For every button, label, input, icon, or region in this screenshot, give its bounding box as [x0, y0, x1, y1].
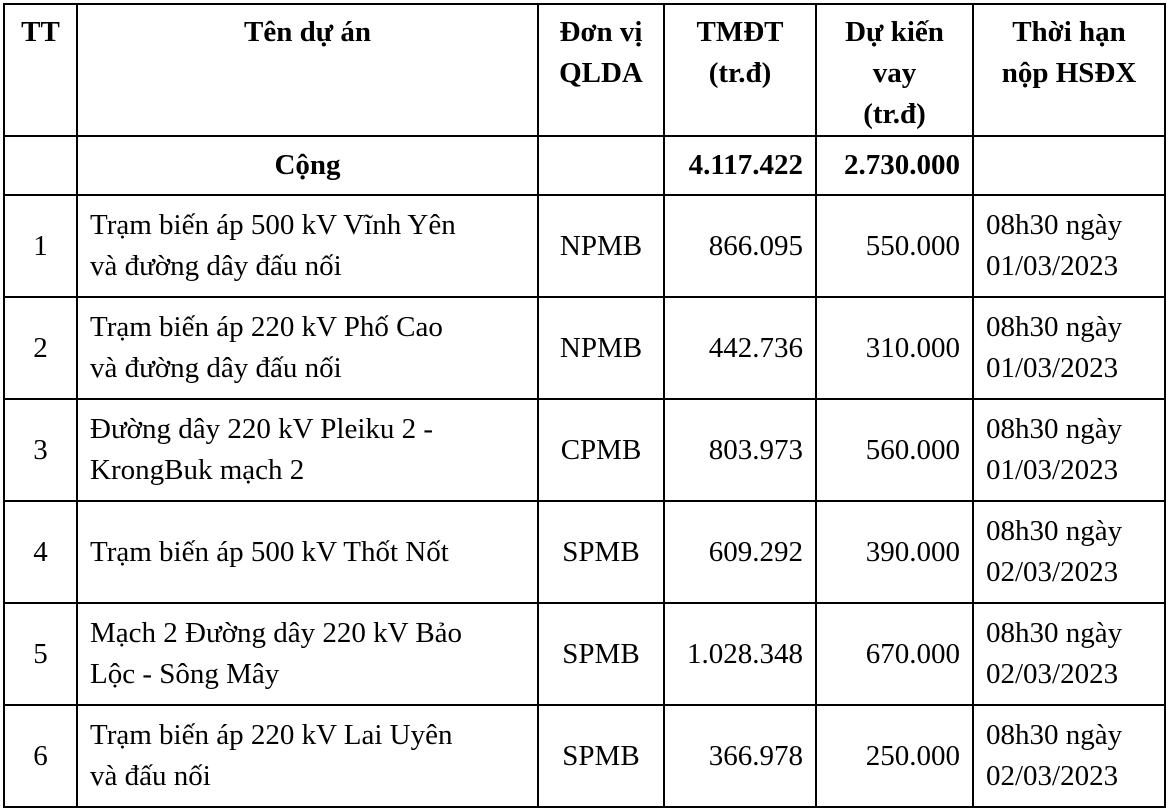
table-row	[4, 297, 1165, 399]
row-deadline-line1: 08h30 ngày	[986, 515, 1123, 547]
row-deadline-line2: 02/03/2023	[986, 658, 1119, 690]
row-management-unit: SPMB	[538, 501, 664, 603]
total-deadline-cell	[973, 136, 1165, 195]
row-deadline-line2: 01/03/2023	[986, 250, 1119, 282]
row-project-name-line1: Trạm biến áp 220 kV Lai Uyên	[90, 719, 453, 751]
header-deadline: Thời hạn nộp HSĐX	[973, 4, 1165, 136]
row-project-name	[77, 501, 538, 603]
row-project-name-line2: Lộc - Sông Mây	[90, 658, 280, 690]
header-project-name: Tên dự án	[77, 4, 538, 136]
row-deadline-line1: 08h30 ngày	[986, 413, 1123, 445]
row-expected-loan: 310.000	[816, 297, 973, 399]
row-project-name	[77, 195, 538, 297]
total-row	[4, 136, 1165, 195]
table-row	[4, 399, 1165, 501]
row-tt: 6	[4, 705, 77, 807]
row-management-unit: CPMB	[538, 399, 664, 501]
table-row	[4, 603, 1165, 705]
row-management-unit: SPMB	[538, 603, 664, 705]
row-project-name-line1: Đường dây 220 kV Pleiku 2 -	[90, 413, 434, 445]
row-project-name-line2: và đường dây đấu nối	[90, 250, 342, 282]
row-total-investment: 1.028.348	[664, 603, 816, 705]
row-project-name	[77, 399, 538, 501]
row-project-name-line1: Trạm biến áp 220 kV Phố Cao	[90, 311, 443, 343]
row-project-name-line1: Trạm biến áp 500 kV Thốt Nốt	[90, 535, 449, 568]
row-total-investment: 366.978	[664, 705, 816, 807]
row-tt: 5	[4, 603, 77, 705]
header-expected-loan: Dự kiến vay (tr.đ)	[816, 4, 973, 136]
row-deadline	[973, 501, 1165, 603]
row-deadline-line2: 02/03/2023	[986, 760, 1119, 792]
row-project-name-line2: và đường dây đấu nối	[90, 352, 342, 384]
total-tt-cell	[4, 136, 77, 195]
row-expected-loan: 670.000	[816, 603, 973, 705]
row-management-unit: SPMB	[538, 705, 664, 807]
row-project-name-line1: Trạm biến áp 500 kV Vĩnh Yên	[90, 209, 456, 241]
row-project-name-line2: KrongBuk mạch 2	[90, 454, 305, 486]
total-loan: 2.730.000	[816, 136, 973, 195]
row-deadline-line2: 01/03/2023	[986, 454, 1119, 486]
total-unit-cell	[538, 136, 664, 195]
row-expected-loan: 250.000	[816, 705, 973, 807]
row-deadline	[973, 399, 1165, 501]
row-total-investment: 866.095	[664, 195, 816, 297]
row-deadline-line1: 08h30 ngày	[986, 209, 1123, 241]
project-table	[3, 3, 1166, 808]
row-deadline	[973, 603, 1165, 705]
row-deadline-line1: 08h30 ngày	[986, 311, 1123, 343]
row-deadline	[973, 297, 1165, 399]
header-total-investment: TMĐT (tr.đ)	[664, 4, 816, 136]
header-management-unit: Đơn vị QLDA	[538, 4, 664, 136]
row-tt: 1	[4, 195, 77, 297]
row-deadline-line2: 02/03/2023	[986, 556, 1119, 588]
row-total-investment: 803.973	[664, 399, 816, 501]
row-expected-loan: 560.000	[816, 399, 973, 501]
header-row	[4, 4, 1165, 136]
row-project-name	[77, 297, 538, 399]
header-tt: TT	[4, 4, 77, 136]
table-row	[4, 705, 1165, 807]
total-tmdt: 4.117.422	[664, 136, 816, 195]
row-project-name	[77, 705, 538, 807]
row-management-unit: NPMB	[538, 297, 664, 399]
row-deadline	[973, 195, 1165, 297]
row-expected-loan: 390.000	[816, 501, 973, 603]
table-row	[4, 195, 1165, 297]
table-row	[4, 501, 1165, 603]
row-tt: 4	[4, 501, 77, 603]
row-tt: 3	[4, 399, 77, 501]
row-project-name-line2: và đấu nối	[90, 760, 211, 792]
row-deadline	[973, 705, 1165, 807]
row-total-investment: 442.736	[664, 297, 816, 399]
row-project-name-line1: Mạch 2 Đường dây 220 kV Bảo	[90, 617, 463, 649]
row-deadline-line1: 08h30 ngày	[986, 617, 1123, 649]
row-tt: 2	[4, 297, 77, 399]
row-expected-loan: 550.000	[816, 195, 973, 297]
row-management-unit: NPMB	[538, 195, 664, 297]
row-total-investment: 609.292	[664, 501, 816, 603]
row-deadline-line1: 08h30 ngày	[986, 719, 1123, 751]
total-label: Cộng	[77, 136, 538, 195]
row-project-name	[77, 603, 538, 705]
row-deadline-line2: 01/03/2023	[986, 352, 1119, 384]
